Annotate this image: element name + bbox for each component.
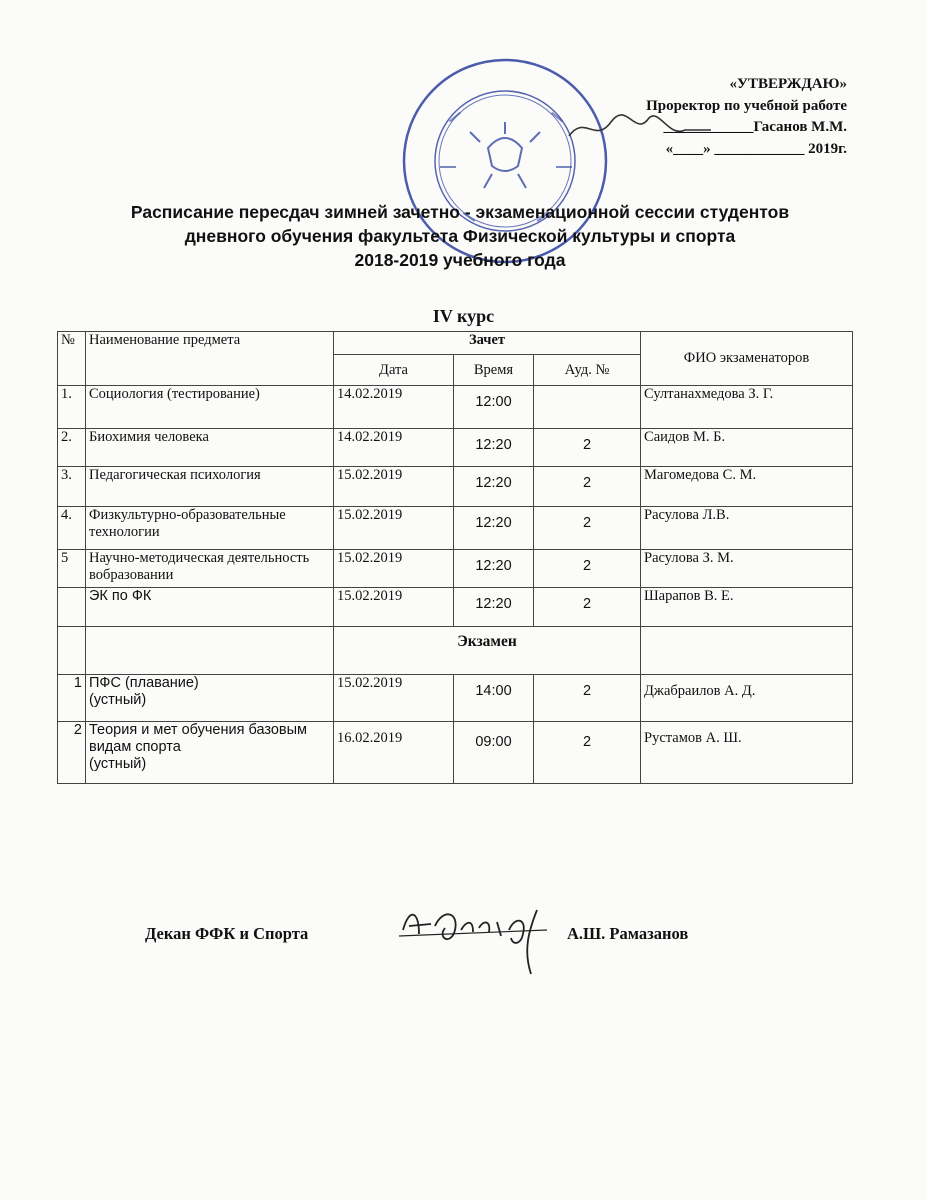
schedule-table	[57, 331, 853, 784]
header-room: Ауд. №	[534, 355, 641, 386]
approver-name: ____________Гасанов М.М.	[663, 119, 847, 135]
row-time: 12:20	[454, 467, 534, 507]
title-line-2: дневного обучения факультета Физической культуры и спорта	[184, 226, 736, 246]
row-room: 2	[534, 675, 641, 722]
row-subject: Педагогическая психология	[86, 467, 334, 507]
row-date: 15.02.2019	[334, 467, 454, 507]
row-room	[534, 386, 641, 429]
header-subject: Наименование предмета	[86, 332, 334, 386]
row-subject-mode: (устный)	[89, 756, 147, 772]
row-num: 3.	[58, 467, 86, 507]
table-row	[58, 588, 853, 627]
row-num: 5	[58, 550, 86, 588]
row-subject: ЭК по ФК	[86, 588, 334, 627]
row-subject-mode: (устный)	[89, 692, 147, 708]
row-date: 14.02.2019	[334, 429, 454, 467]
row-examiner: Шарапов В. Е.	[641, 588, 853, 627]
table-row	[58, 675, 853, 722]
row-num	[58, 588, 86, 627]
row-room: 2	[534, 722, 641, 784]
table-row	[58, 467, 853, 507]
table-row	[58, 429, 853, 467]
document-title	[60, 200, 860, 272]
title-line-1: Расписание пересдач зимней зачетно - экзаменационной сессии студентов	[130, 202, 790, 222]
row-date: 14.02.2019	[334, 386, 454, 429]
row-date: 15.02.2019	[334, 675, 454, 722]
title-line-3: 2018-2019 учебного года	[354, 250, 566, 270]
row-num: 2	[58, 722, 86, 784]
table-row	[58, 507, 853, 550]
row-examiner: Султанахмедова З. Г.	[641, 386, 853, 429]
approval-heading: «УТВЕРЖДАЮ»	[729, 76, 847, 92]
header-credit-group: Зачет	[334, 332, 641, 355]
row-room: 2	[534, 550, 641, 588]
row-examiner: Саидов М. Б.	[641, 429, 853, 467]
table-row	[58, 550, 853, 588]
row-room: 2	[534, 588, 641, 627]
dean-name: А.Ш. Рамазанов	[567, 924, 689, 943]
course-heading: IV курс	[432, 306, 495, 326]
row-subject: Научно-методическая деятельность вобразовании	[86, 550, 334, 588]
exam-group-row	[58, 627, 853, 675]
header-examiner: ФИО экзаменаторов	[641, 332, 853, 386]
approval-block	[547, 74, 847, 160]
row-num: 1.	[58, 386, 86, 429]
header-date: Дата	[334, 355, 454, 386]
row-date: 15.02.2019	[334, 550, 454, 588]
row-examiner: Расулова Л.В.	[641, 507, 853, 550]
row-time: 09:00	[454, 722, 534, 784]
row-time: 12:20	[454, 429, 534, 467]
header-row	[58, 332, 853, 355]
header-num: №	[58, 332, 86, 386]
row-time: 12:00	[454, 386, 534, 429]
row-num: 1	[58, 675, 86, 722]
row-subject	[86, 722, 334, 784]
row-time: 12:20	[454, 550, 534, 588]
table-row	[58, 722, 853, 784]
exam-group-heading: Экзамен	[334, 627, 641, 675]
row-date: 15.02.2019	[334, 588, 454, 627]
dean-signature	[397, 900, 567, 990]
row-subject: Физкультурно-образовательные технологии	[86, 507, 334, 550]
row-subject-line: ПФС (плавание)	[89, 675, 199, 691]
row-date: 16.02.2019	[334, 722, 454, 784]
approver-position: Проректор по учебной работе	[646, 97, 847, 114]
table-row	[58, 386, 853, 429]
row-date: 15.02.2019	[334, 507, 454, 550]
row-time: 12:20	[454, 507, 534, 550]
row-examiner: Рустамов А. Ш.	[641, 722, 853, 784]
row-subject-line: Теория и мет обучения базовым видам спорта	[89, 722, 307, 755]
row-examiner: Расулова З. М.	[641, 550, 853, 588]
row-num: 4.	[58, 507, 86, 550]
approval-date: «____» ____________ 2019г.	[665, 140, 847, 157]
row-time: 14:00	[454, 675, 534, 722]
row-room: 2	[534, 467, 641, 507]
row-room: 2	[534, 507, 641, 550]
header-time: Время	[454, 355, 534, 386]
row-num: 2.	[58, 429, 86, 467]
dean-title: Декан ФФК и Спорта	[145, 924, 309, 943]
row-time: 12:20	[454, 588, 534, 627]
row-examiner: Магомедова С. М.	[641, 467, 853, 507]
row-subject: Биохимия человека	[86, 429, 334, 467]
row-examiner: Джабраилов А. Д.	[641, 675, 853, 722]
row-subject	[86, 675, 334, 722]
row-room: 2	[534, 429, 641, 467]
row-subject: Социология (тестирование)	[86, 386, 334, 429]
